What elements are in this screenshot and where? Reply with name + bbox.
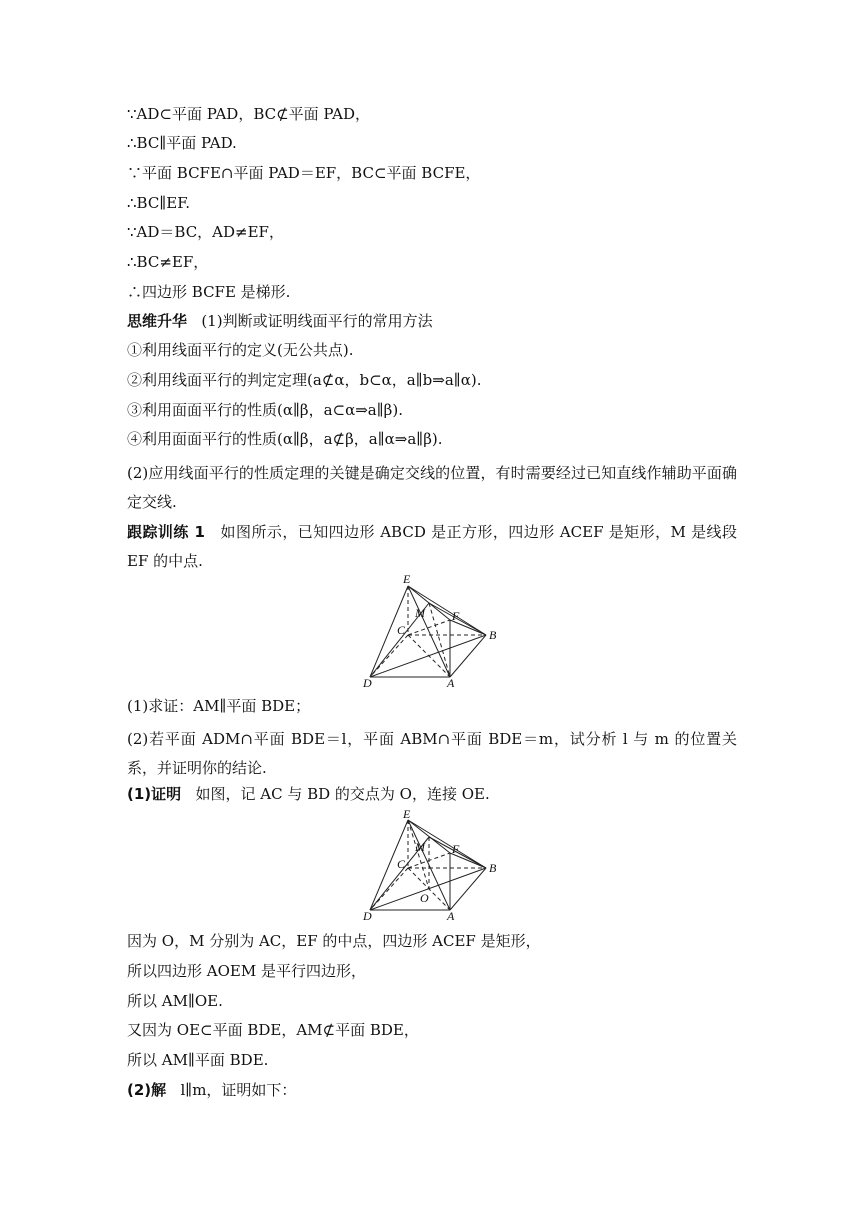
summary-item: ③利用面面平行的性质(α∥β，a⊂α⇒a∥β). bbox=[127, 401, 403, 419]
text-line: ∵平面 BCFE∩平面 PAD＝EF，BC⊂平面 BCFE， bbox=[127, 164, 481, 182]
label-B: B bbox=[489, 861, 497, 875]
text-line: ∵AD⊂平面 PAD，BC⊄平面 PAD， bbox=[127, 105, 371, 123]
proof-2-label: (2)解 bbox=[127, 1081, 167, 1099]
summary-item: ①利用线面平行的定义(无公共点). bbox=[127, 341, 354, 359]
label-O: O bbox=[420, 891, 429, 905]
summary-item: ④利用面面平行的性质(α∥β，a⊄β，a∥α⇒a∥β). bbox=[127, 430, 443, 448]
exercise-text: 如图所示，已知四边形 ABCD 是正方形，四边形 ACEF 是矩形，M 是线段 EF 的中点. bbox=[127, 523, 737, 570]
label-M: M bbox=[415, 606, 425, 620]
label-D: D bbox=[363, 909, 372, 923]
text-line: ∴BC∥平面 PAD. bbox=[127, 134, 237, 152]
label-B: B bbox=[489, 628, 497, 642]
proof-1-label: (1)证明 bbox=[127, 785, 182, 803]
summary-label: 思维升华 bbox=[127, 312, 188, 330]
label-D: D bbox=[363, 676, 372, 688]
text-line: ∴BC∥EF. bbox=[127, 194, 191, 212]
label-A: A bbox=[447, 909, 455, 923]
geometry-figure-2 bbox=[360, 808, 510, 924]
summary-point2: (2)应用线面平行的性质定理的关键是确定交线的位置，有时需要经过已知直线作辅助平面确定交线. bbox=[127, 464, 737, 511]
label-E: E bbox=[403, 572, 411, 586]
label-M: M bbox=[415, 840, 425, 854]
proof-1-heading bbox=[127, 784, 737, 804]
label-F: F bbox=[452, 609, 460, 623]
exercise-label: 跟踪训练 1 bbox=[127, 523, 205, 541]
summary-item: ②利用线面平行的判定定理(a⊄α，b⊂α，a∥b⇒a∥α). bbox=[127, 371, 482, 389]
label-F: F bbox=[452, 842, 460, 856]
text-line: ∵AD＝BC，AD≠EF， bbox=[127, 223, 284, 241]
proof-2-text: l∥m，证明如下： bbox=[180, 1081, 297, 1099]
label-C: C bbox=[397, 857, 406, 871]
question-1: (1)求证：AM∥平面 BDE； bbox=[127, 697, 311, 715]
text-line: ∴四边形 BCFE 是梯形. bbox=[127, 283, 291, 301]
text-line: ∴BC≠EF， bbox=[127, 253, 209, 271]
label-A: A bbox=[447, 676, 455, 688]
summary-text: (1)判断或证明线面平行的常用方法 bbox=[201, 312, 433, 330]
proof-2-heading bbox=[127, 1080, 737, 1100]
proof-1-text: 如图，记 AC 与 BD 的交点为 O，连接 OE. bbox=[195, 785, 490, 803]
geometry-figure-1 bbox=[360, 572, 510, 688]
proof-line: 所以 AM∥平面 BDE. bbox=[127, 1051, 269, 1069]
proof-line: 所以 AM∥OE. bbox=[127, 992, 223, 1010]
question-2: (2)若平面 ADM∩平面 BDE＝l，平面 ABM∩平面 BDE＝m，试分析 l 与 m 的位置关系，并证明你的结论. bbox=[127, 730, 737, 777]
proof-line: 因为 O，M 分别为 AC，EF 的中点，四边形 ACEF 是矩形， bbox=[127, 932, 541, 950]
proof-line: 所以四边形 AOEM 是平行四边形， bbox=[127, 962, 366, 980]
summary-heading bbox=[127, 311, 737, 331]
label-C: C bbox=[397, 623, 406, 637]
label-E: E bbox=[403, 808, 411, 821]
proof-line: 又因为 OE⊂平面 BDE，AM⊄平面 BDE， bbox=[127, 1021, 419, 1039]
exercise-statement bbox=[127, 518, 737, 576]
